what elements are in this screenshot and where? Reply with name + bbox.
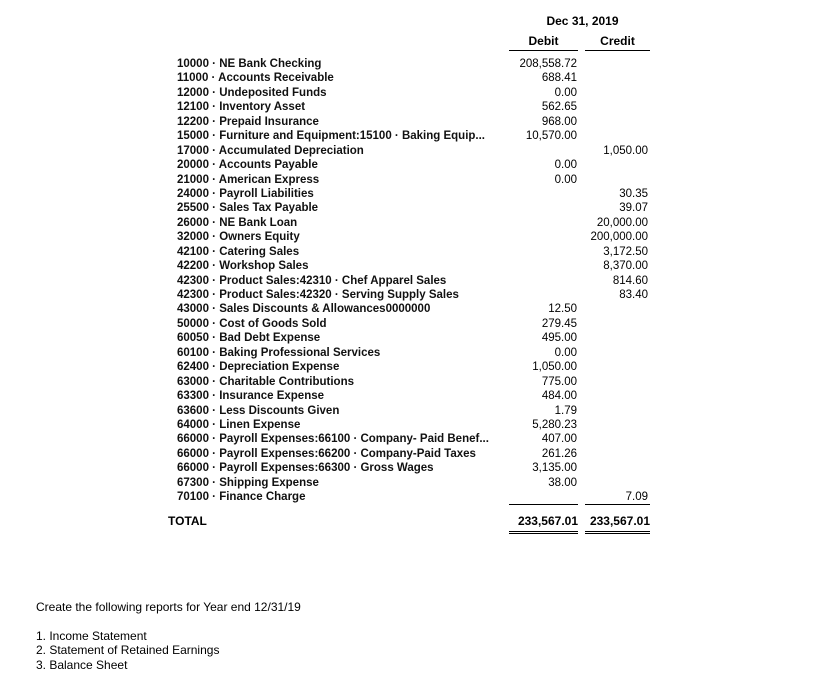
account-name: 64000 · Linen Expense	[177, 418, 301, 431]
task-item: 2. Statement of Retained Earnings	[36, 643, 220, 657]
table-row	[0, 144, 819, 158]
debit-amount: 38.00	[548, 476, 577, 489]
account-name: 26000 · NE Bank Loan	[177, 216, 298, 229]
table-row	[0, 331, 819, 345]
table-row	[0, 302, 819, 316]
account-name: 12100 · Inventory Asset	[177, 101, 306, 114]
debit-amount: 279.45	[541, 317, 577, 330]
account-name: 60100 · Baking Professional Services	[177, 346, 381, 359]
account-name: 66000 · Payroll Expenses:66100 · Company- Paid Benef...	[177, 433, 489, 446]
table-row	[0, 432, 819, 446]
table-row	[0, 259, 819, 273]
debit-subtotal-rule	[509, 504, 578, 505]
report-date-header: Dec 31, 2019	[546, 14, 619, 28]
account-name: 63600 · Less Discounts Given	[177, 404, 340, 417]
debit-amount: 775.00	[541, 375, 577, 388]
credit-amount: 83.40	[619, 289, 648, 301]
table-row	[0, 158, 819, 172]
account-name: 67300 · Shipping Expense	[177, 476, 319, 489]
debit-amount: 968.00	[541, 115, 577, 128]
table-row	[0, 274, 819, 288]
debit-amount: 0.00	[554, 173, 577, 186]
credit-column-header: Credit	[585, 34, 650, 51]
debit-amount: 10,570.00	[525, 130, 577, 143]
table-row	[0, 129, 819, 143]
table-row	[0, 389, 819, 403]
table-row	[0, 173, 819, 187]
credit-amount: 814.60	[612, 274, 648, 287]
credit-amount: 7.09	[625, 491, 648, 504]
instructions-intro: Create the following reports for Year end 12/31/19	[36, 600, 301, 614]
account-name: 66000 · Payroll Expenses:66200 · Company-Paid Taxes	[177, 447, 476, 460]
account-name: 20000 · Accounts Payable	[177, 159, 318, 172]
table-row	[0, 418, 819, 432]
task-item: 1. Income Statement	[36, 628, 147, 643]
debit-amount: 407.00	[541, 433, 577, 446]
debit-amount: 261.26	[541, 447, 577, 460]
total-debit: 233,567.01	[509, 512, 578, 534]
debit-amount: 1.79	[554, 404, 577, 417]
table-row	[0, 245, 819, 259]
debit-amount: 484.00	[541, 390, 577, 403]
table-row	[0, 86, 819, 100]
account-name: 43000 · Sales Discounts & Allowances0000000	[177, 303, 431, 316]
table-row	[0, 288, 819, 302]
trial-balance-rows	[0, 57, 819, 505]
table-row	[0, 230, 819, 244]
table-row	[0, 216, 819, 230]
credit-amount: 3,172.50	[603, 245, 648, 258]
table-row	[0, 346, 819, 360]
credit-amount: 30.35	[619, 187, 648, 200]
account-name: 62400 · Depreciation Expense	[177, 361, 340, 374]
debit-amount: 562.65	[541, 101, 577, 114]
account-name: 42300 · Product Sales:42320 · Serving Supply Sales	[177, 289, 459, 301]
debit-amount: 1,050.00	[532, 361, 577, 374]
account-name: 42200 · Workshop Sales	[177, 260, 309, 273]
table-row	[0, 115, 819, 129]
credit-amount: 200,000.00	[590, 231, 648, 244]
table-row	[0, 100, 819, 114]
table-row	[0, 317, 819, 331]
credit-amount: 8,370.00	[603, 260, 648, 273]
table-row	[0, 71, 819, 85]
account-name: 63000 · Charitable Contributions	[177, 375, 355, 388]
account-name: 12000 · Undeposited Funds	[177, 86, 327, 99]
account-name: 70100 · Finance Charge	[177, 491, 306, 504]
account-name: 11000 · Accounts Receivable	[177, 72, 334, 85]
instructions	[36, 600, 301, 672]
debit-column-header: Debit	[509, 34, 578, 51]
credit-amount: 39.07	[619, 202, 648, 215]
debit-amount: 0.00	[554, 159, 577, 172]
account-name: 10000 · NE Bank Checking	[177, 58, 322, 70]
debit-amount: 208,558.72	[519, 58, 577, 70]
account-name: 12200 · Prepaid Insurance	[177, 115, 319, 128]
task-item: 3. Balance Sheet	[36, 657, 128, 672]
debit-amount: 495.00	[541, 332, 577, 345]
account-name: 50000 · Cost of Goods Sold	[177, 317, 327, 330]
table-row	[0, 490, 819, 504]
table-row	[0, 404, 819, 418]
table-row	[0, 476, 819, 490]
debit-amount: 3,135.00	[532, 462, 577, 475]
table-row	[0, 360, 819, 374]
table-row	[0, 447, 819, 461]
credit-subtotal-rule	[585, 504, 650, 505]
debit-amount: 688.41	[541, 72, 577, 85]
table-row	[0, 187, 819, 201]
account-name: 42300 · Product Sales:42310 · Chef Apparel Sales	[177, 274, 447, 287]
account-name: 15000 · Furniture and Equipment:15100 · Baking Equip...	[177, 130, 486, 143]
account-name: 21000 · American Express	[177, 173, 320, 186]
table-row	[0, 461, 819, 475]
debit-amount: 0.00	[554, 86, 577, 99]
credit-amount: 1,050.00	[603, 144, 648, 157]
total-credit: 233,567.01	[585, 512, 650, 534]
account-name: 66000 · Payroll Expenses:66300 · Gross Wages	[177, 462, 434, 475]
table-row	[0, 375, 819, 389]
account-name: 32000 · Owners Equity	[177, 231, 300, 244]
debit-amount: 0.00	[554, 346, 577, 359]
account-name: 25500 · Sales Tax Payable	[177, 202, 319, 215]
debit-amount: 12.50	[548, 303, 577, 316]
total-label: TOTAL	[168, 514, 207, 528]
credit-amount: 20,000.00	[596, 216, 648, 229]
table-row	[0, 57, 819, 71]
account-name: 42100 · Catering Sales	[177, 245, 300, 258]
debit-amount: 5,280.23	[532, 418, 577, 431]
account-name: 24000 · Payroll Liabilities	[177, 187, 314, 200]
account-name: 63300 · Insurance Expense	[177, 390, 325, 403]
table-row	[0, 201, 819, 215]
account-name: 60050 · Bad Debt Expense	[177, 332, 321, 345]
account-name: 17000 · Accumulated Depreciation	[177, 144, 364, 157]
